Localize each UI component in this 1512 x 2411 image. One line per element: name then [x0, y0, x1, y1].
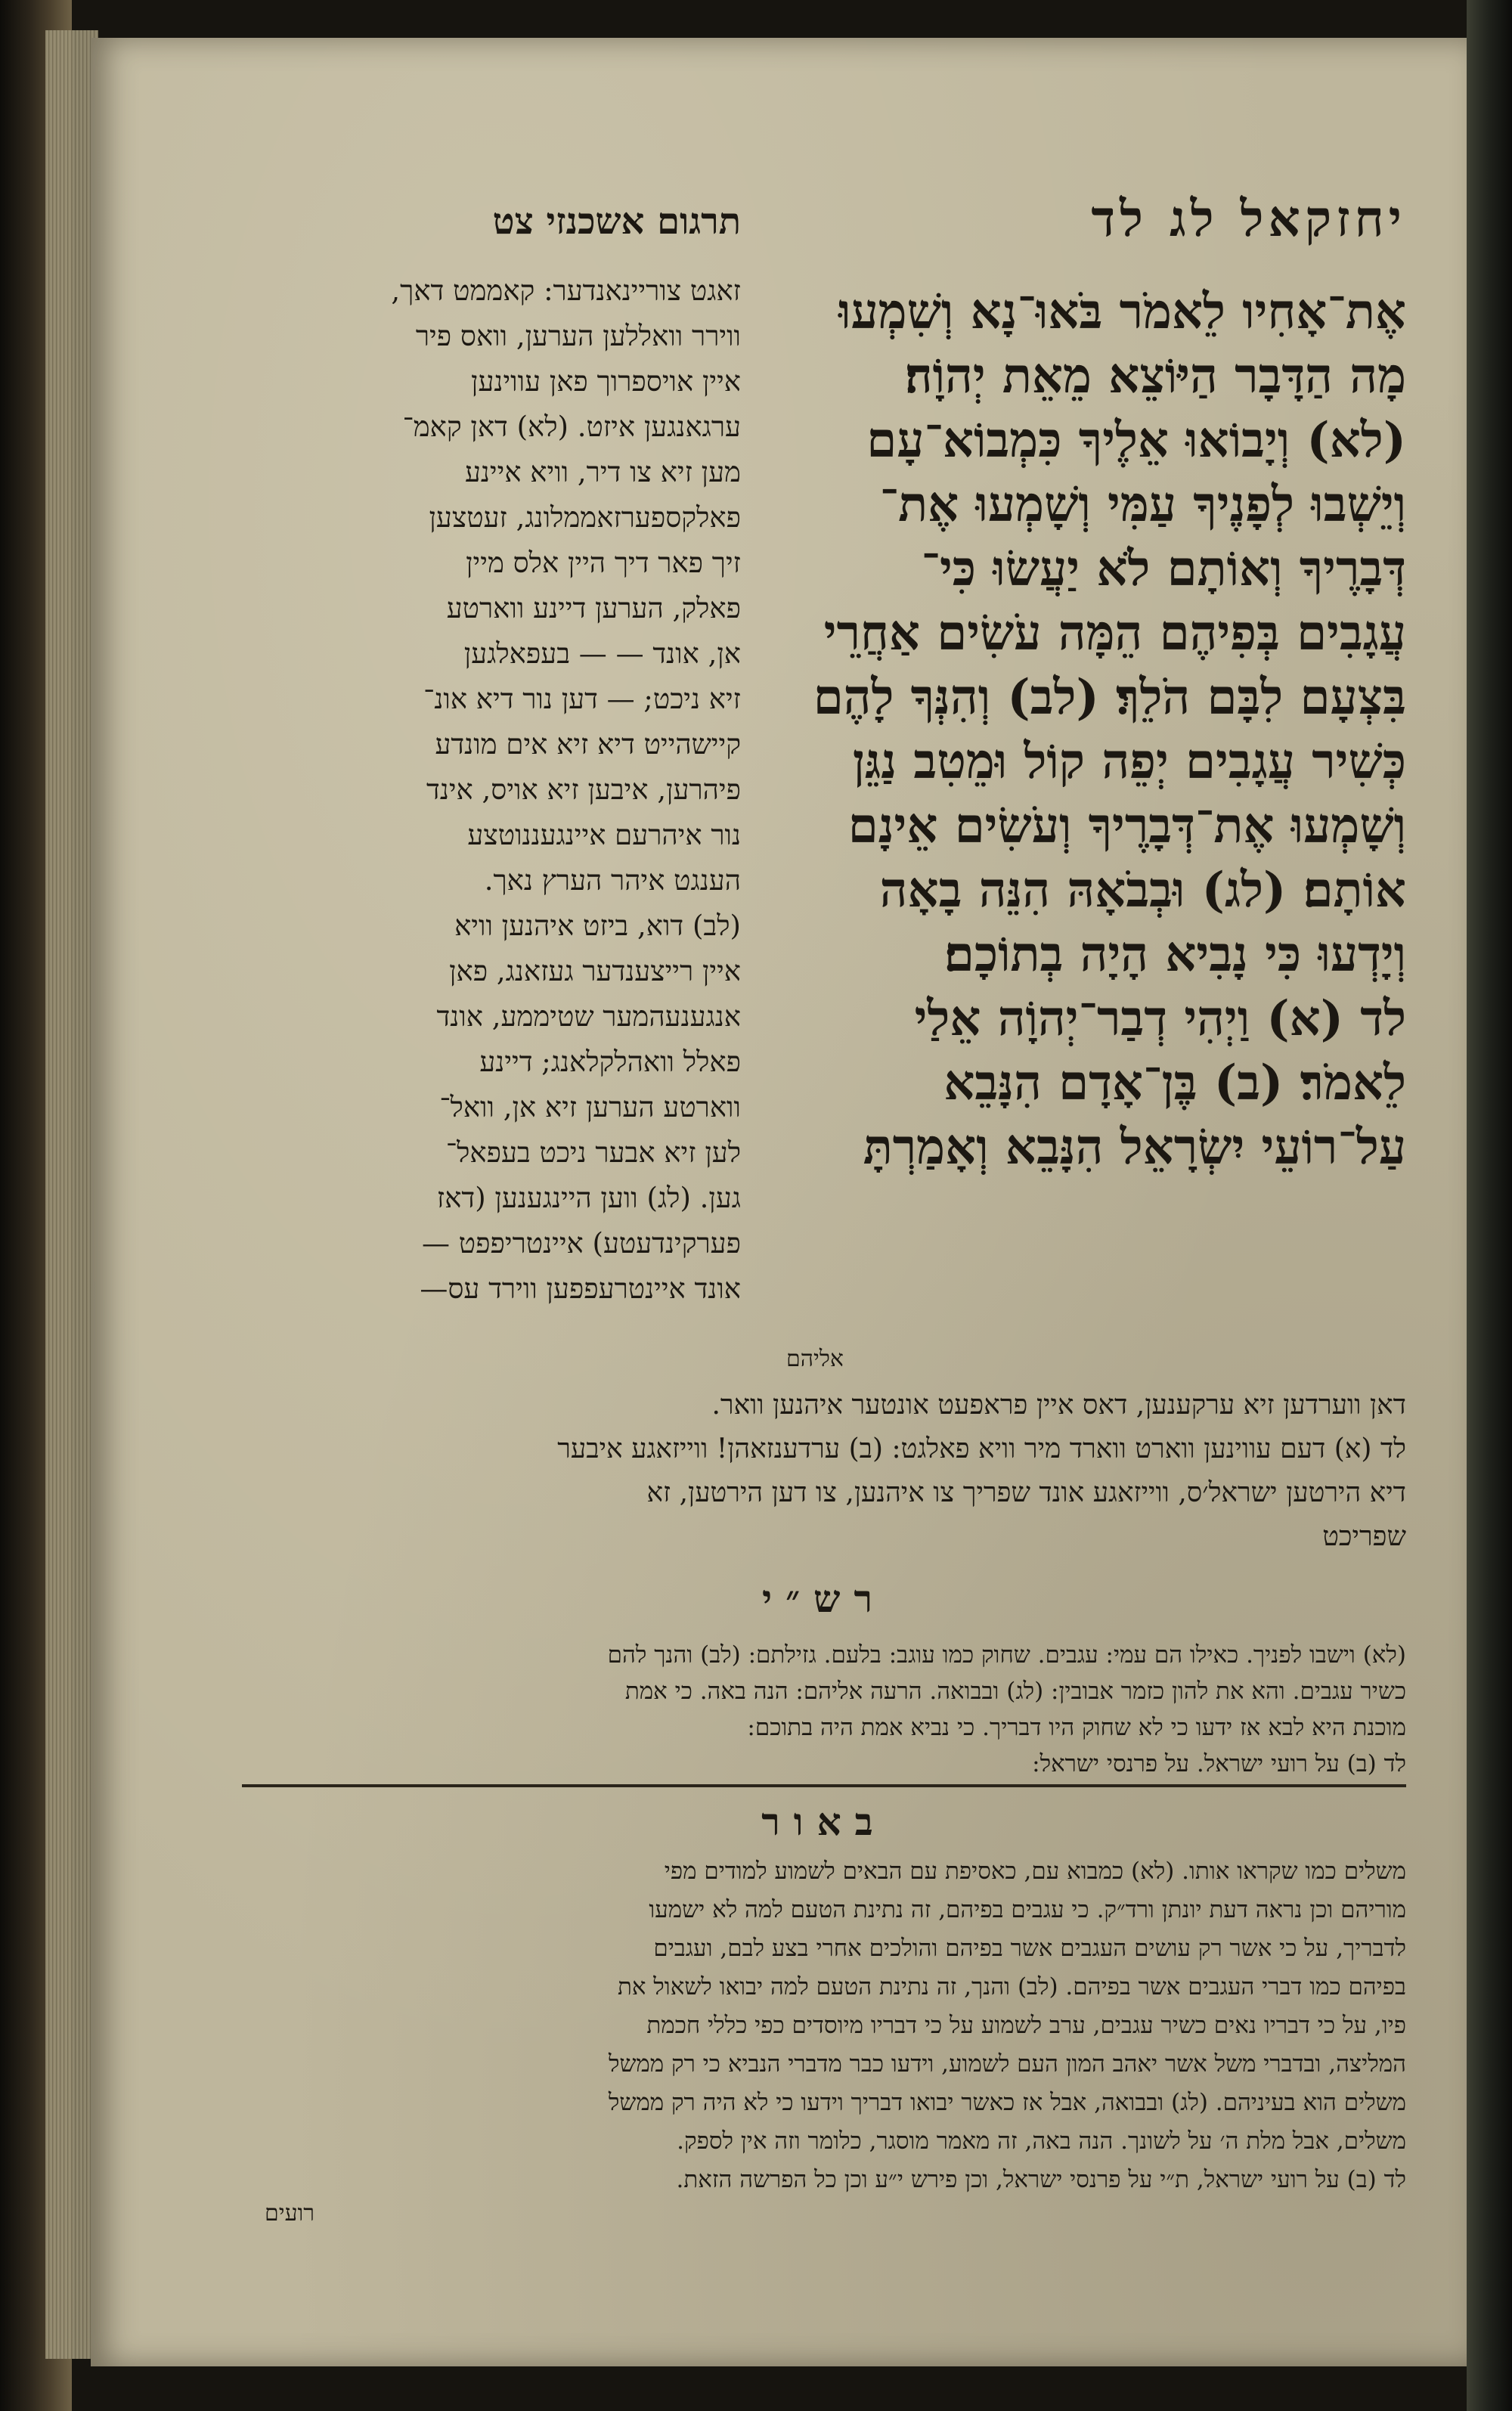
translation-line: מען זיא צו דיר, וויא איינע: [464, 456, 741, 488]
biur-line: משלים כמו שקראו אותו. (לא) כמבוא עם, כאסיפת עם הבאים לשמוע למודים מפי: [664, 1858, 1406, 1885]
translation-line: נור איהרעם איינגעננוטצע: [467, 819, 741, 851]
translation-line: ווירר וואללען הערען, וואס פיר: [415, 320, 741, 352]
scripture-line: וְשָׁמְעוּ אֶת־דְּבָרֶיךָ וְעֹשִׂים אֵינָם: [847, 798, 1406, 854]
rashi-line: מוכנת היא לבא אז ידעו כי לא שחוק היו דבריך. כי נביא אמת היה בתוכם:: [747, 1714, 1406, 1741]
scripture-line: עַל־רוֹעֵי יִשְׂרָאֵל הִנָּבֵא וְאָמַרְתָּ: [863, 1119, 1406, 1176]
section-divider: [242, 1784, 1406, 1787]
continuation-line: דאן ווערדען זיא ערקענען, דאס איין פראפעט אונטער איהנען וואר.: [711, 1390, 1406, 1421]
scripture-line: וְיֵשְׁבוּ לְפָנֶיךָ עַמִּי וְשָׁמְעוּ אֶת־: [879, 476, 1406, 533]
translation-line: קיישהייט דיא זיא אים מונדע: [435, 728, 741, 761]
running-header-translation: תרגום אשכנזי צט: [492, 200, 741, 243]
catchword-bottom: רועים: [265, 2200, 314, 2227]
translation-line: לען זיא אבער ניכט בעפאל־: [445, 1136, 741, 1169]
translation-line: איין רייצענדער געזאנג, פאן: [449, 955, 741, 987]
translation-line: פערקינדעטע) איינטריפפט —: [422, 1227, 741, 1260]
scripture-line: בִּצְעָם לִבָּם הֹלֵךְ׃ (לב) וְהִנְּךָ לָהֶם: [813, 669, 1406, 726]
translation-line: ווארטע הערען זיא אן, וואל־: [439, 1091, 741, 1123]
biur-line: משלים הוא בעיניהם. (לג) ובבואה, אבל אז כאשר יבואו דבריך וידעו כי לא היה רק ממשל: [608, 2089, 1406, 2116]
biur-line: מוריהם וכן נראה דעת יונתן ורד״ק. כי עגבים בפיהם, זה נתינת הטעם למה לא ישמעו: [649, 1896, 1406, 1923]
biur-line: בפיהם כמו דברי העגבים אשר בפיהם. (לב) והנך, זה נתינת הטעם למה יבואו לשאול את: [617, 1973, 1406, 2000]
translation-line: אונד איינטרעפפען ווירד עס—: [420, 1272, 741, 1305]
scripture-line: עֲגָבִים בְּפִיהֶם הֵמָּה עֹשִׂים אַחֲרֵי: [823, 605, 1406, 662]
translation-line: פאלל וואהלקלאנג; דיינע: [479, 1046, 741, 1078]
scripture-line: מָה הַדָּבָר הַיּוֹצֵא מֵאֵת יְהוָֹה׃: [904, 348, 1406, 404]
translation-line: איין אויספרוך פאן עווינען: [471, 365, 741, 398]
rashi-heading: רש״י: [761, 1576, 887, 1621]
biur-commentary: [242, 1852, 1406, 2199]
translation-column: [265, 268, 741, 1312]
scripture-text: [786, 280, 1406, 1179]
translation-line: זיא ניכט; — דען נור דיא אונ־: [423, 683, 741, 715]
catchword-main: אליהם: [786, 1346, 844, 1372]
book-cover-right: [1467, 0, 1512, 2411]
scripture-line: אוֹתָם׃ (לג) וּבְבֹאָהּ הִנֵּה בָאָה: [879, 862, 1406, 919]
scripture-line: (לא) וְיָבוֹאוּ אֵלֶיךָ כִּמְבוֹא־עָם: [866, 412, 1406, 469]
biur-line: משלים, אבל מלת ה׳ על לשונך. הנה באה, זה מאמר מוסגר, כלומר וזה אין לספק.: [677, 2127, 1406, 2155]
rashi-line: לד (ב) על רועי ישראל. על פרנסי ישראל:: [1032, 1750, 1406, 1777]
translation-line: זאגט צוריינאנדער: קאממט דאך,: [391, 274, 741, 307]
scripture-line: אֶת־אָחִיו לֵאמֹר בֹּאוּ־נָא וְשִׁמְעוּ: [838, 284, 1406, 340]
translation-line: אנגענעהמער שטיממע, אונד: [436, 1000, 741, 1033]
rashi-line: כשיר עגבים. והא את להון כזמר אבובין: (לג) ובבואה. הרעה אליהם: הנה באה. כי אמת: [624, 1678, 1406, 1705]
biur-line: לד (ב) על רועי ישראל, ת״י על פרנסי ישראל, וכן פירש י״ע וכן כל הפרשה הזאת.: [676, 2166, 1406, 2193]
translation-line: אן, אונד — — בעפאלגען: [463, 637, 741, 670]
translation-line: פאלקספערזאממלונג, זעטצען: [429, 501, 741, 534]
scripture-line: לד (א) וַיְהִי דְבַר־יְהוָֹה אֵלַי: [914, 990, 1406, 1047]
translation-line: הענגט איהר הערץ נאך.: [484, 864, 741, 897]
scripture-line: כְּשִׁיר עֲגָבִים יְפֵה קוֹל וּמֵטִב נַגֵּן: [852, 733, 1406, 790]
biur-line: לדבריך, על כי אשר רק עושים העגבים אשר בפיהם והולכים אחרי בצע לבם, ועגבים: [653, 1935, 1406, 1962]
scripture-line: וְיָדְעוּ כִּי נָבִיא הָיָה בְתוֹכָם׃: [943, 926, 1406, 983]
translation-line: פאלק, הערען דיינע ווארטע: [446, 592, 741, 624]
continuation-line: לד (א) דעם עווינען ווארט ווארד מיר וויא פאלגט: (ב) ערדענזאהן! ווייזאגע איבער: [557, 1433, 1406, 1464]
rashi-commentary: [242, 1637, 1406, 1782]
translation-line: גען. (לג) ווען היינגענען (דאז: [436, 1182, 741, 1214]
book-page: [91, 38, 1467, 2366]
running-header-main: יחזקאל לג לד: [1091, 189, 1406, 248]
biur-heading: באור: [761, 1799, 887, 1844]
continuation-line: דיא הירטען ישראל׳ס, ווייזאגע אונד שפריך צו איהנען, צו דען הירטען, זא: [646, 1477, 1406, 1508]
biur-line: פיו, על כי דבריו נאים כשיר עגבים, ערב לשמוע על כי דבריו מיוסדים כפי כללי חכמת: [646, 2012, 1406, 2039]
biur-line: המליצה, ובדברי משל אשר יאהב המון העם לשמוע, וידעו כבר מדברי הנביא כי רק ממשל: [608, 2050, 1406, 2078]
translation-line: ערגאנגען איזט. (לא) דאן קאמ־: [402, 411, 741, 443]
rashi-line: (לא) וישבו לפניך. כאילו הם עמי: עגבים. שחוק כמו עוגב: בלעם. גזילתם: (לב) והנך להם: [607, 1641, 1406, 1669]
translation-line: פיהרען, איבען זיא אויס, אינד: [426, 773, 741, 806]
scripture-line: לֵאמֹר׃ (ב) בֶּן־אָדָם הִנָּבֵא: [943, 1055, 1406, 1111]
translation-line: (לב) דוא, ביזט איהנען וויא: [454, 910, 741, 942]
translation-line: זיך פאר דיך היין אלס מיין: [466, 547, 741, 579]
continuation-line: שפריכט: [1322, 1521, 1406, 1552]
translation-continuation: [242, 1384, 1406, 1559]
scripture-line: דְּבָרֶיךָ וְאוֹתָם לֹא יַעֲשׂוּ כִּי־: [921, 541, 1406, 597]
